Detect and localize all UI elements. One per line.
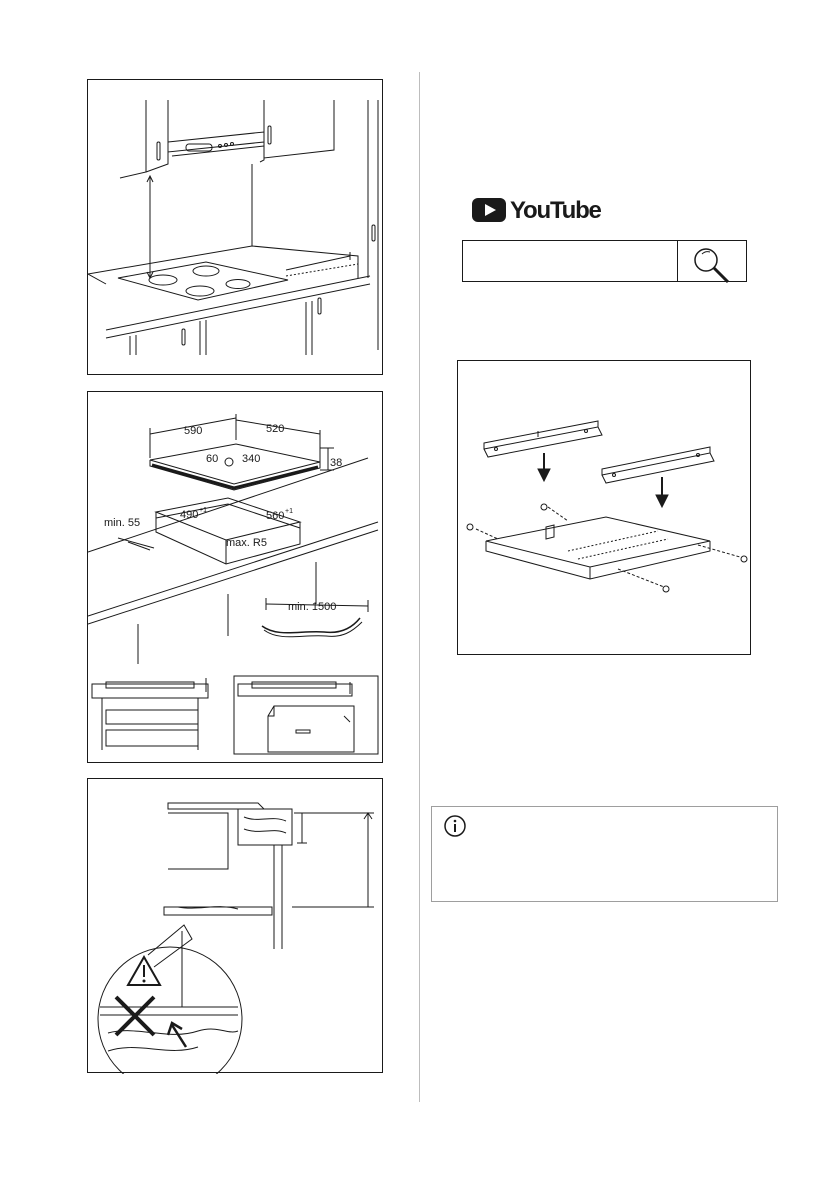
youtube-logo-text: YouTube [510, 197, 601, 224]
dim-width-label: 590 [184, 425, 203, 437]
dim-side-offset-label: 340 [242, 453, 261, 465]
figure-cutout-dimensions [87, 391, 383, 763]
figure-edge-warning [87, 778, 383, 1073]
column-divider [419, 72, 420, 1102]
dim-min-edge-label: min. 55 [104, 517, 141, 529]
figure-hood-clearance [87, 79, 383, 375]
search-button[interactable] [677, 241, 747, 281]
mounting-brackets-illustration [458, 361, 752, 656]
dim-radius-label: max. R5 [226, 537, 267, 549]
cutout-dimensions-illustration [88, 392, 384, 764]
dim-front-offset-label: 60 [206, 453, 219, 465]
hood-clearance-illustration [88, 80, 384, 376]
info-note-box [431, 806, 778, 902]
dim-cutout-width-tol: +1 [199, 507, 207, 514]
dim-height-label: 38 [330, 457, 343, 469]
dim-depth-label: 520 [266, 423, 285, 435]
dim-cutout-depth-label: 560 [266, 510, 285, 522]
youtube-logo-icon [472, 198, 506, 222]
dim-cutout-depth-tol: +1 [285, 508, 293, 515]
dim-cutout-width-label: 490 [180, 509, 199, 521]
warning-icon [128, 957, 160, 985]
figure-mounting-brackets [457, 360, 751, 655]
youtube-search-box [462, 240, 747, 282]
edge-warning-illustration [88, 779, 384, 1074]
info-icon [444, 815, 466, 837]
magnifier-icon [678, 241, 748, 283]
search-input[interactable] [463, 241, 682, 283]
arrow-icon [168, 1023, 186, 1047]
youtube-logo [472, 196, 601, 226]
dim-cable-label: min. 1500 [288, 601, 337, 613]
cross-icon [116, 997, 154, 1035]
